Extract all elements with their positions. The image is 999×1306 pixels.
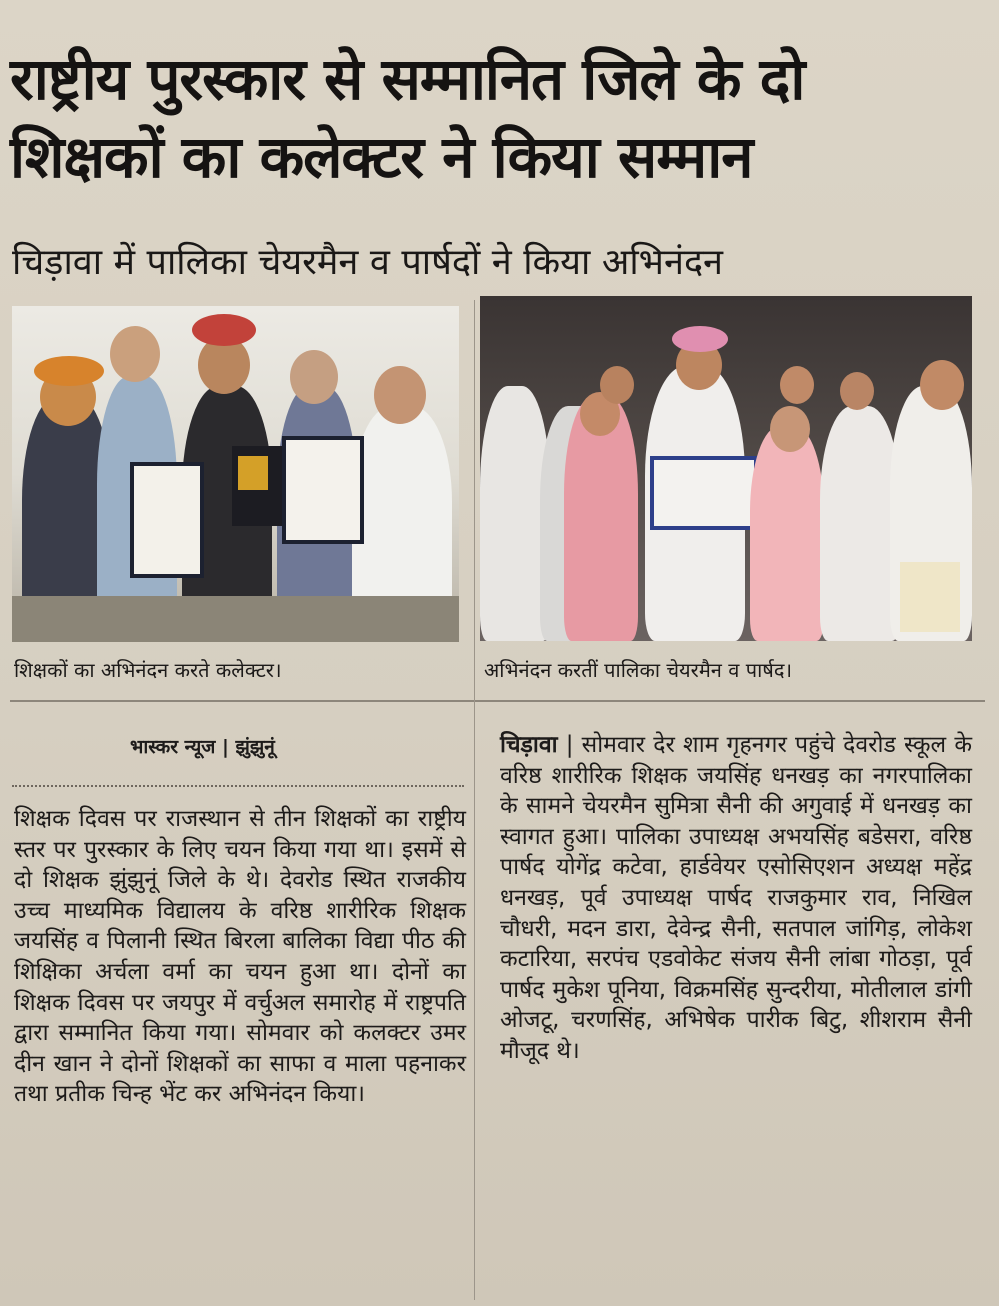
right-story-body [500,730,972,1067]
dateline-dotted-rule [12,785,464,787]
left-story-dateline: भास्कर न्यूज | झुंझुनूं [130,736,275,758]
photo-caption-right: अभिनंदन करतीं पालिका चेयरमैन व पार्षद। [484,658,793,682]
right-story-text: | सोमवार देर शाम गृहनगर पहुंचे देवरोड स्कूल के वरिष्ठ शारीरिक शिक्षक जयसिंह धनखड़ का नगरपालिका के सामने चेयरमैन सुमित्रा सैनी की अगुवाई में धनखड़ का स्वागत हुआ। पालिका उपाध्यक्ष अभयसिंह बडेसरा, वरिष्ठ पार्षद योगेंद्र कटेवा, हार्डवेयर एसोसिएशन अध्यक्ष महेंद्र धनखड़, पूर्व उपाध्यक्ष पार्षद राजकुमार राव, निखिल चौधरी, मदन डारा, देवेन्द्र सैनी, सतपाल जांगिड़, लोकेश कटारिया, सरपंच एडवोकेट संजय सैनी लांबा गोठड़ा, पूर्व पार्षद मुकेश पूनिया, विक्रमसिंह सुन्दरीया, मोतीलाल डांगी ओजटू, चरणसिंह, अभिषेक पारीक बिटु, शीशराम सैनी मौजूद थे। [500,732,972,1064]
photo-chairman-councillors-welcome [480,296,972,641]
photo-collector-honouring-teachers [12,306,459,642]
subheadline: चिड़ावा में पालिका चेयरमैन व पार्षदों ने किया अभिनंदन [12,242,724,283]
headline-line-1: राष्ट्रीय पुरस्कार से सम्मानित जिले के दो [10,45,805,113]
photo-caption-left: शिक्षकों का अभिनंदन करते कलेक्टर। [14,658,282,682]
horizontal-rule [10,700,985,702]
right-story-lead: चिड़ावा [500,732,558,758]
headline-line-2: शिक्षकों का कलेक्टर ने किया सम्मान [10,123,753,191]
left-story-body: शिक्षक दिवस पर राजस्थान से तीन शिक्षकों का राष्ट्रीय स्तर पर पुरस्कार के लिए चयन किया गया था। इसमें से दो शिक्षक झुंझुनूं जिले के थे। देवरोड स्थित राजकीय उच्च माध्यमिक विद्यालय के वरिष्ठ शारीरिक शिक्षक जयसिंह व पिलानी स्थित बिरला बालिका विद्या पीठ की शिक्षिका अर्चला वर्मा का चयन हुआ था। दोनों का शिक्षक दिवस पर जयपुर में वर्चुअल समारोह में राष्ट्रपति द्वारा सम्मानित किया गया। सोमवार को कलक्टर उमर दीन खान ने दोनों शिक्षकों का साफा व माला पहनाकर तथा प्रतीक चिन्ह भेंट कर अभिनंदन किया। [14,806,466,1108]
column-divider [474,300,475,1300]
headline [10,40,985,196]
